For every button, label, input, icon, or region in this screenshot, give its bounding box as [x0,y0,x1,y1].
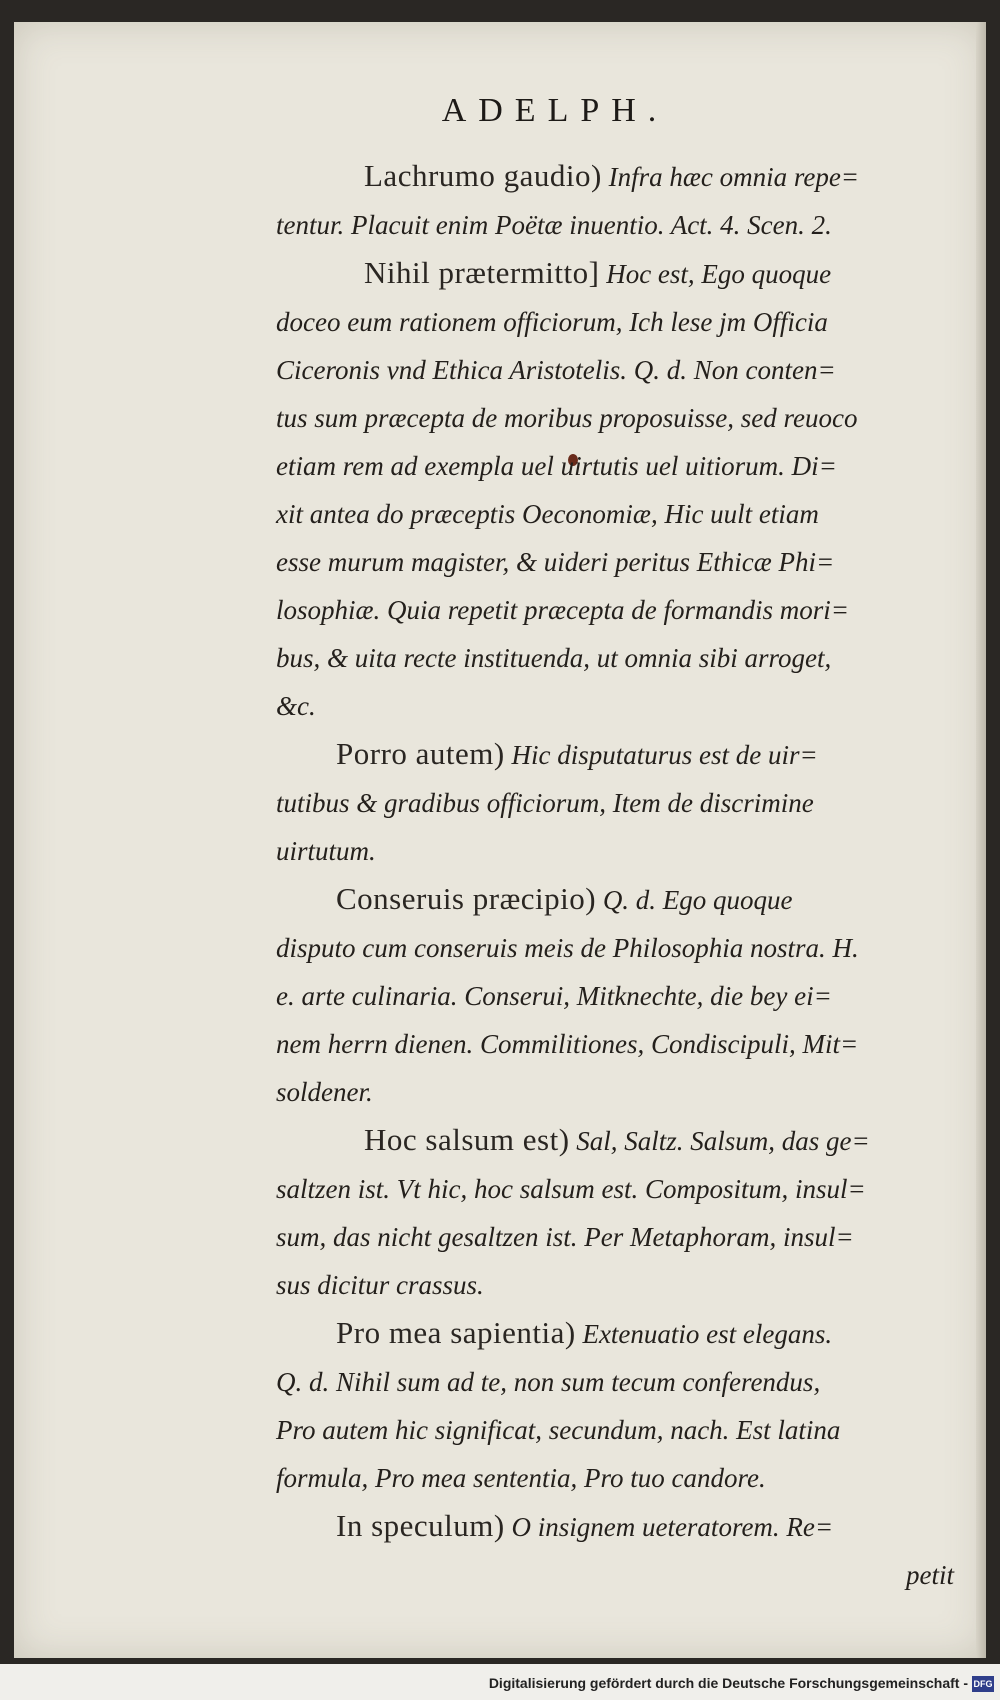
text-line [276,972,976,1020]
text-line [276,490,976,538]
text-line [276,1213,976,1261]
text-line [276,924,976,972]
text-line [276,201,976,249]
lemma: Nihil prætermitto] [364,255,600,290]
gloss-text: saltzen ist. Vt hic, hoc salsum est. Compositum, insul= [276,1174,866,1204]
gloss-text: Hic disputaturus est de uir= [504,740,818,770]
gloss-text: tentur. Placuit enim Poëtæ inuentio. Act. 4. Scen. 2. [276,210,832,240]
gloss-text: Extenuatio est elegans. [575,1319,833,1349]
text-line [276,586,976,634]
text-line [276,682,976,730]
lemma: Lachrumo gaudio) [364,158,602,193]
text-line [276,1358,976,1406]
gloss-text: Sal, Saltz. Salsum, das ge= [569,1126,870,1156]
text-line [276,827,976,875]
gloss-text: e. arte culinaria. Conserui, Mitknechte, die bey ei= [276,981,832,1011]
commentary-text [276,152,976,1599]
page-edge [976,22,986,1658]
gloss-text: sus dicitur crassus. [276,1270,484,1300]
lemma: Pro mea sapientia) [336,1315,576,1350]
gloss-text: Ciceronis vnd Ethica Aristotelis. Q. d. Non conten= [276,355,836,385]
text-line [276,1454,976,1502]
gloss-text: soldener. [276,1077,373,1107]
gloss-text: Hoc est, Ego quoque [599,259,832,289]
gloss-text: bus, & uita recte instituenda, ut omnia sibi arroget, [276,643,832,673]
gloss-text: nem herrn dienen. Commilitiones, Condiscipuli, Mit= [276,1029,859,1059]
lemma: Hoc salsum est) [364,1122,570,1157]
lemma: In speculum) [336,1508,505,1543]
text-line [276,779,976,827]
funding-credit: Digitalisierung gefördert durch die Deutsche Forschungsgemeinschaft - [488,1675,968,1691]
gloss-text: xit antea do præceptis Oeconomiæ, Hic uult etiam [276,499,819,529]
gloss-text: Infra hæc omnia repe= [601,162,860,192]
text-line [276,1165,976,1213]
text-line [276,1406,976,1454]
gloss-text: doceo eum rationem officiorum, Ich lese jm Officia [276,307,828,337]
text-line [276,875,976,924]
text-line [276,1502,976,1551]
gloss-text: esse murum magister, & uideri peritus Ethicæ Phi= [276,547,835,577]
text-line [276,1116,976,1165]
gloss-text: Pro autem hic significat, secundum, nach. Est latina [276,1415,841,1445]
gloss-text: &c. [276,691,316,721]
dfg-logo: DFG [972,1676,994,1692]
book-page [14,22,986,1658]
gloss-text: etiam rem ad exempla uel uirtutis uel uitiorum. Di= [276,451,837,481]
text-line [276,1068,976,1116]
gloss-text: O insignem ueteratorem. Re= [504,1512,834,1542]
lemma: Conseruis præcipio) [336,881,597,916]
gloss-text: Q. d. Nihil sum ad te, non sum tecum conferendus, [276,1367,821,1397]
text-line [276,442,976,490]
text-line [276,538,976,586]
catchword: petit [906,1560,954,1590]
gloss-text: tus sum præcepta de moribus proposuisse, sed reuoco [276,403,858,433]
running-title: ADELPH. [441,92,669,129]
text-line [276,298,976,346]
gloss-text: disputo cum conseruis meis de Philosophia nostra. H. [276,933,859,963]
gloss-text: Q. d. Ego quoque [596,885,793,915]
text-line [276,1309,976,1358]
lemma: Porro autem) [336,736,505,771]
text-line [276,394,976,442]
text-line [276,152,976,201]
text-line [276,249,976,298]
text-line [276,634,976,682]
text-line [276,1020,976,1068]
gloss-text: sum, das nicht gesaltzen ist. Per Metaphoram, insul= [276,1222,854,1252]
gloss-text: uirtutum. [276,836,376,866]
gloss-text: formula, Pro mea sententia, Pro tuo candore. [276,1463,766,1493]
text-line [276,346,976,394]
gloss-text: tutibus & gradibus officiorum, Item de discrimine [276,788,814,818]
text-line [276,1261,976,1309]
gloss-text: losophiæ. Quia repetit præcepta de formandis mori= [276,595,849,625]
footer-bar [0,1664,1000,1700]
text-line [276,730,976,779]
